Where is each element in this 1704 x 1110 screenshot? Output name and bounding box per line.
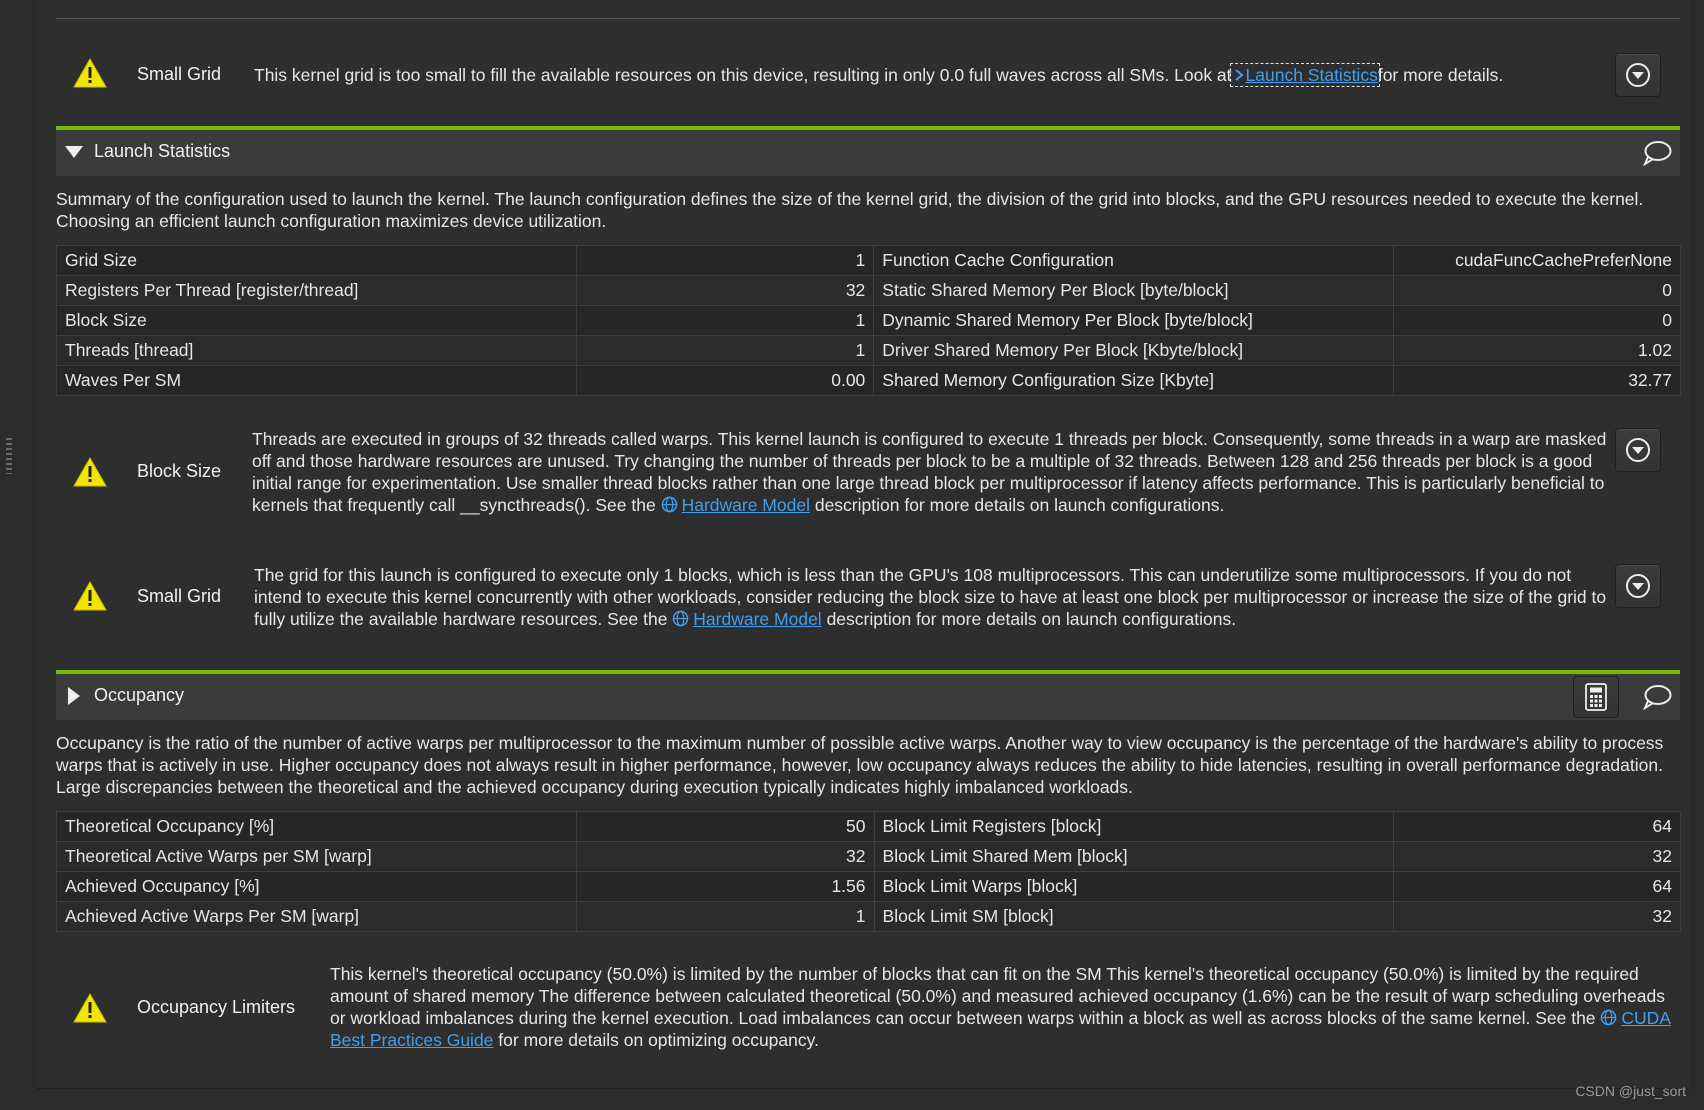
metric-value: 1 <box>576 336 874 366</box>
hardware-model-link[interactable]: Hardware Model <box>661 495 810 515</box>
rule-text-tail: description for more details on launch configurations. <box>826 609 1237 629</box>
triangle-down-icon[interactable] <box>64 145 84 159</box>
table-row <box>57 842 1681 872</box>
occupancy-header[interactable] <box>56 670 1680 720</box>
warning-icon <box>73 58 107 88</box>
dropdown-circle-icon <box>1625 437 1651 463</box>
table-row <box>57 872 1681 902</box>
metric-label: Block Limit Registers [block] <box>874 812 1394 842</box>
comment-icon[interactable] <box>1642 140 1672 166</box>
globe-icon <box>661 496 678 513</box>
section-title: Launch Statistics <box>94 141 231 161</box>
launch-statistics-link[interactable]: Launch Statistics <box>1232 65 1378 85</box>
metric-label: Theoretical Active Warps per SM [warp] <box>57 842 577 872</box>
table-row <box>57 336 1681 366</box>
globe-icon <box>672 610 689 627</box>
dropdown-circle-icon <box>1625 62 1651 88</box>
metric-label: Waves Per SM <box>57 366 577 396</box>
metric-label: Function Cache Configuration <box>874 246 1394 276</box>
cuda-best-practices-link[interactable]: CUDA Best Practices Guide <box>330 1008 1671 1050</box>
expand-rule-button[interactable] <box>1615 564 1661 608</box>
metric-label: Driver Shared Memory Per Block [Kbyte/block] <box>874 336 1394 366</box>
metric-label: Block Limit SM [block] <box>874 902 1394 932</box>
grip-icon[interactable] <box>6 438 12 474</box>
table-row <box>57 306 1681 336</box>
metric-value: 1.02 <box>1394 336 1681 366</box>
table-row <box>57 276 1681 306</box>
metric-value: 0 <box>1394 276 1681 306</box>
launch-statistics-table <box>56 245 1681 396</box>
rule-text-body: This kernel's theoretical occupancy (50.0%) is limited by the number of blocks that can fit on the SM This kernel's theoretical occupancy (50.0%) is limited by the required amount of shared memory The difference between calculated theoretical (50.0%) and measured achieved occupancy (1.6%) can be the result of warp scheduling overheads or workload imbalances during the kernel execution. Load imbalances can occur between warps within a block as well as across blocks of the same kernel. See the <box>330 964 1665 1028</box>
rule-text-tail: description for more details on launch configurations. <box>814 495 1225 515</box>
scrollbar[interactable] <box>1689 0 1704 1110</box>
metric-label: Shared Memory Configuration Size [Kbyte] <box>874 366 1394 396</box>
metric-value: 32 <box>576 842 874 872</box>
launch-statistics-header[interactable] <box>56 126 1680 176</box>
metric-label: Block Size <box>57 306 577 336</box>
metric-value: 32 <box>1394 902 1681 932</box>
metric-value: 1 <box>576 306 874 336</box>
rule-title: Occupancy Limiters <box>137 997 296 1017</box>
metric-label: Registers Per Thread [register/thread] <box>57 276 577 306</box>
metric-value: 0 <box>1394 306 1681 336</box>
metric-label: Achieved Occupancy [%] <box>57 872 577 902</box>
metric-label: Grid Size <box>57 246 577 276</box>
occupancy-calculator-button[interactable] <box>1573 676 1619 718</box>
metric-label: Theoretical Occupancy [%] <box>57 812 577 842</box>
watermark: CSDN @just_sort <box>1575 1083 1686 1099</box>
expand-rule-button[interactable] <box>1615 428 1661 472</box>
metric-value: 50 <box>576 812 874 842</box>
metric-label: Block Limit Warps [block] <box>874 872 1394 902</box>
rule-text <box>252 428 1607 516</box>
metric-value: 32.77 <box>1394 366 1681 396</box>
section-description: Occupancy is the ratio of the number of active warps per multiprocessor to the maximum number of possible active warps. Another way to view occupancy is the percentage of the hardware's ability to process warps that is actively in use. Higher occupancy does not always result in higher performance, however, low occupancy always reduces the ability to hide latencies, resulting in overall performance degradation. Large discrepancies between the theoretical and the achieved occupancy during execution typically indicates highly imbalanced workloads. <box>56 733 1664 797</box>
metric-value: cudaFuncCachePreferNone <box>1394 246 1681 276</box>
metric-label: Dynamic Shared Memory Per Block [byte/block] <box>874 306 1394 336</box>
rule-text-body: The grid for this launch is configured to execute only 1 blocks, which is less than the GPU's 108 multiprocessors. This can underutilize some multiprocessors. If you do not intend to execute this kernel concurrently with other workloads, consider reducing the block size to have at least one block per multiprocessor or increase the size of the grid to fully utilize the available hardware resources. See the <box>254 565 1607 629</box>
rule-text <box>254 64 1634 86</box>
report-content <box>37 0 1690 1089</box>
table-row <box>57 902 1681 932</box>
metric-value: 0.00 <box>576 366 874 396</box>
metric-label: Block Limit Shared Mem [block] <box>874 842 1394 872</box>
rule-title: Small Grid <box>137 586 222 606</box>
rule-title: Small Grid <box>137 64 222 84</box>
rule-text-tail: for more details. <box>1377 65 1504 85</box>
section-description: Summary of the configuration used to launch the kernel. The launch configuration defines the size of the kernel grid, the division of the grid into blocks, and the GPU resources needed to execute the kernel. Choosing an efficient launch configuration maximizes device utilization. <box>56 189 1644 231</box>
rule-text-tail: for more details on optimizing occupancy. <box>498 1030 819 1050</box>
status-strip <box>0 1089 1704 1110</box>
table-row <box>57 812 1681 842</box>
metric-value: 1 <box>576 246 874 276</box>
left-gutter <box>0 0 38 1110</box>
metric-value: 1 <box>576 902 874 932</box>
metric-value: 32 <box>576 276 874 306</box>
rule-title: Block Size <box>137 461 222 481</box>
metric-value: 1.56 <box>576 872 874 902</box>
arrow-right-icon <box>1234 68 1244 82</box>
metric-value: 32 <box>1394 842 1681 872</box>
metric-label: Achieved Active Warps Per SM [warp] <box>57 902 577 932</box>
metric-value: 64 <box>1394 872 1681 902</box>
metric-label: Static Shared Memory Per Block [byte/block] <box>874 276 1394 306</box>
globe-icon <box>1600 1009 1617 1026</box>
rule-text <box>330 963 1680 1051</box>
hardware-model-link[interactable]: Hardware Model <box>672 609 821 629</box>
table-row <box>57 366 1681 396</box>
warning-icon <box>73 457 107 487</box>
metric-value: 64 <box>1394 812 1681 842</box>
warning-icon <box>73 581 107 611</box>
triangle-right-icon[interactable] <box>67 686 81 706</box>
warning-icon <box>73 993 107 1023</box>
rule-text-body: Threads are executed in groups of 32 threads called warps. This kernel launch is configured to execute 1 threads per block. Consequently, some threads in a warp are masked off and those hardware resources are unused. Try changing the number of threads per block to be a multiple of 32 threads. Between 128 and 256 threads per block is a good initial range for experimentation. Use smaller thread blocks rather than one large thread block per multiprocessor if latency affects performance. This is particularly beneficial to kernels that frequently call __syncthreads(). See the <box>252 429 1607 515</box>
comment-icon[interactable] <box>1642 684 1672 710</box>
divider <box>56 18 1680 19</box>
rule-text-body: This kernel grid is too small to fill the available resources on this device, resulting in only 0.0 full waves across all SMs. Look at <box>254 65 1232 85</box>
table-row <box>57 246 1681 276</box>
metric-label: Threads [thread] <box>57 336 577 366</box>
calculator-icon <box>1585 683 1607 711</box>
section-title: Occupancy <box>94 685 185 705</box>
expand-rule-button[interactable] <box>1615 53 1661 97</box>
rule-text <box>254 564 1609 630</box>
occupancy-table <box>56 811 1681 932</box>
dropdown-circle-icon <box>1625 573 1651 599</box>
